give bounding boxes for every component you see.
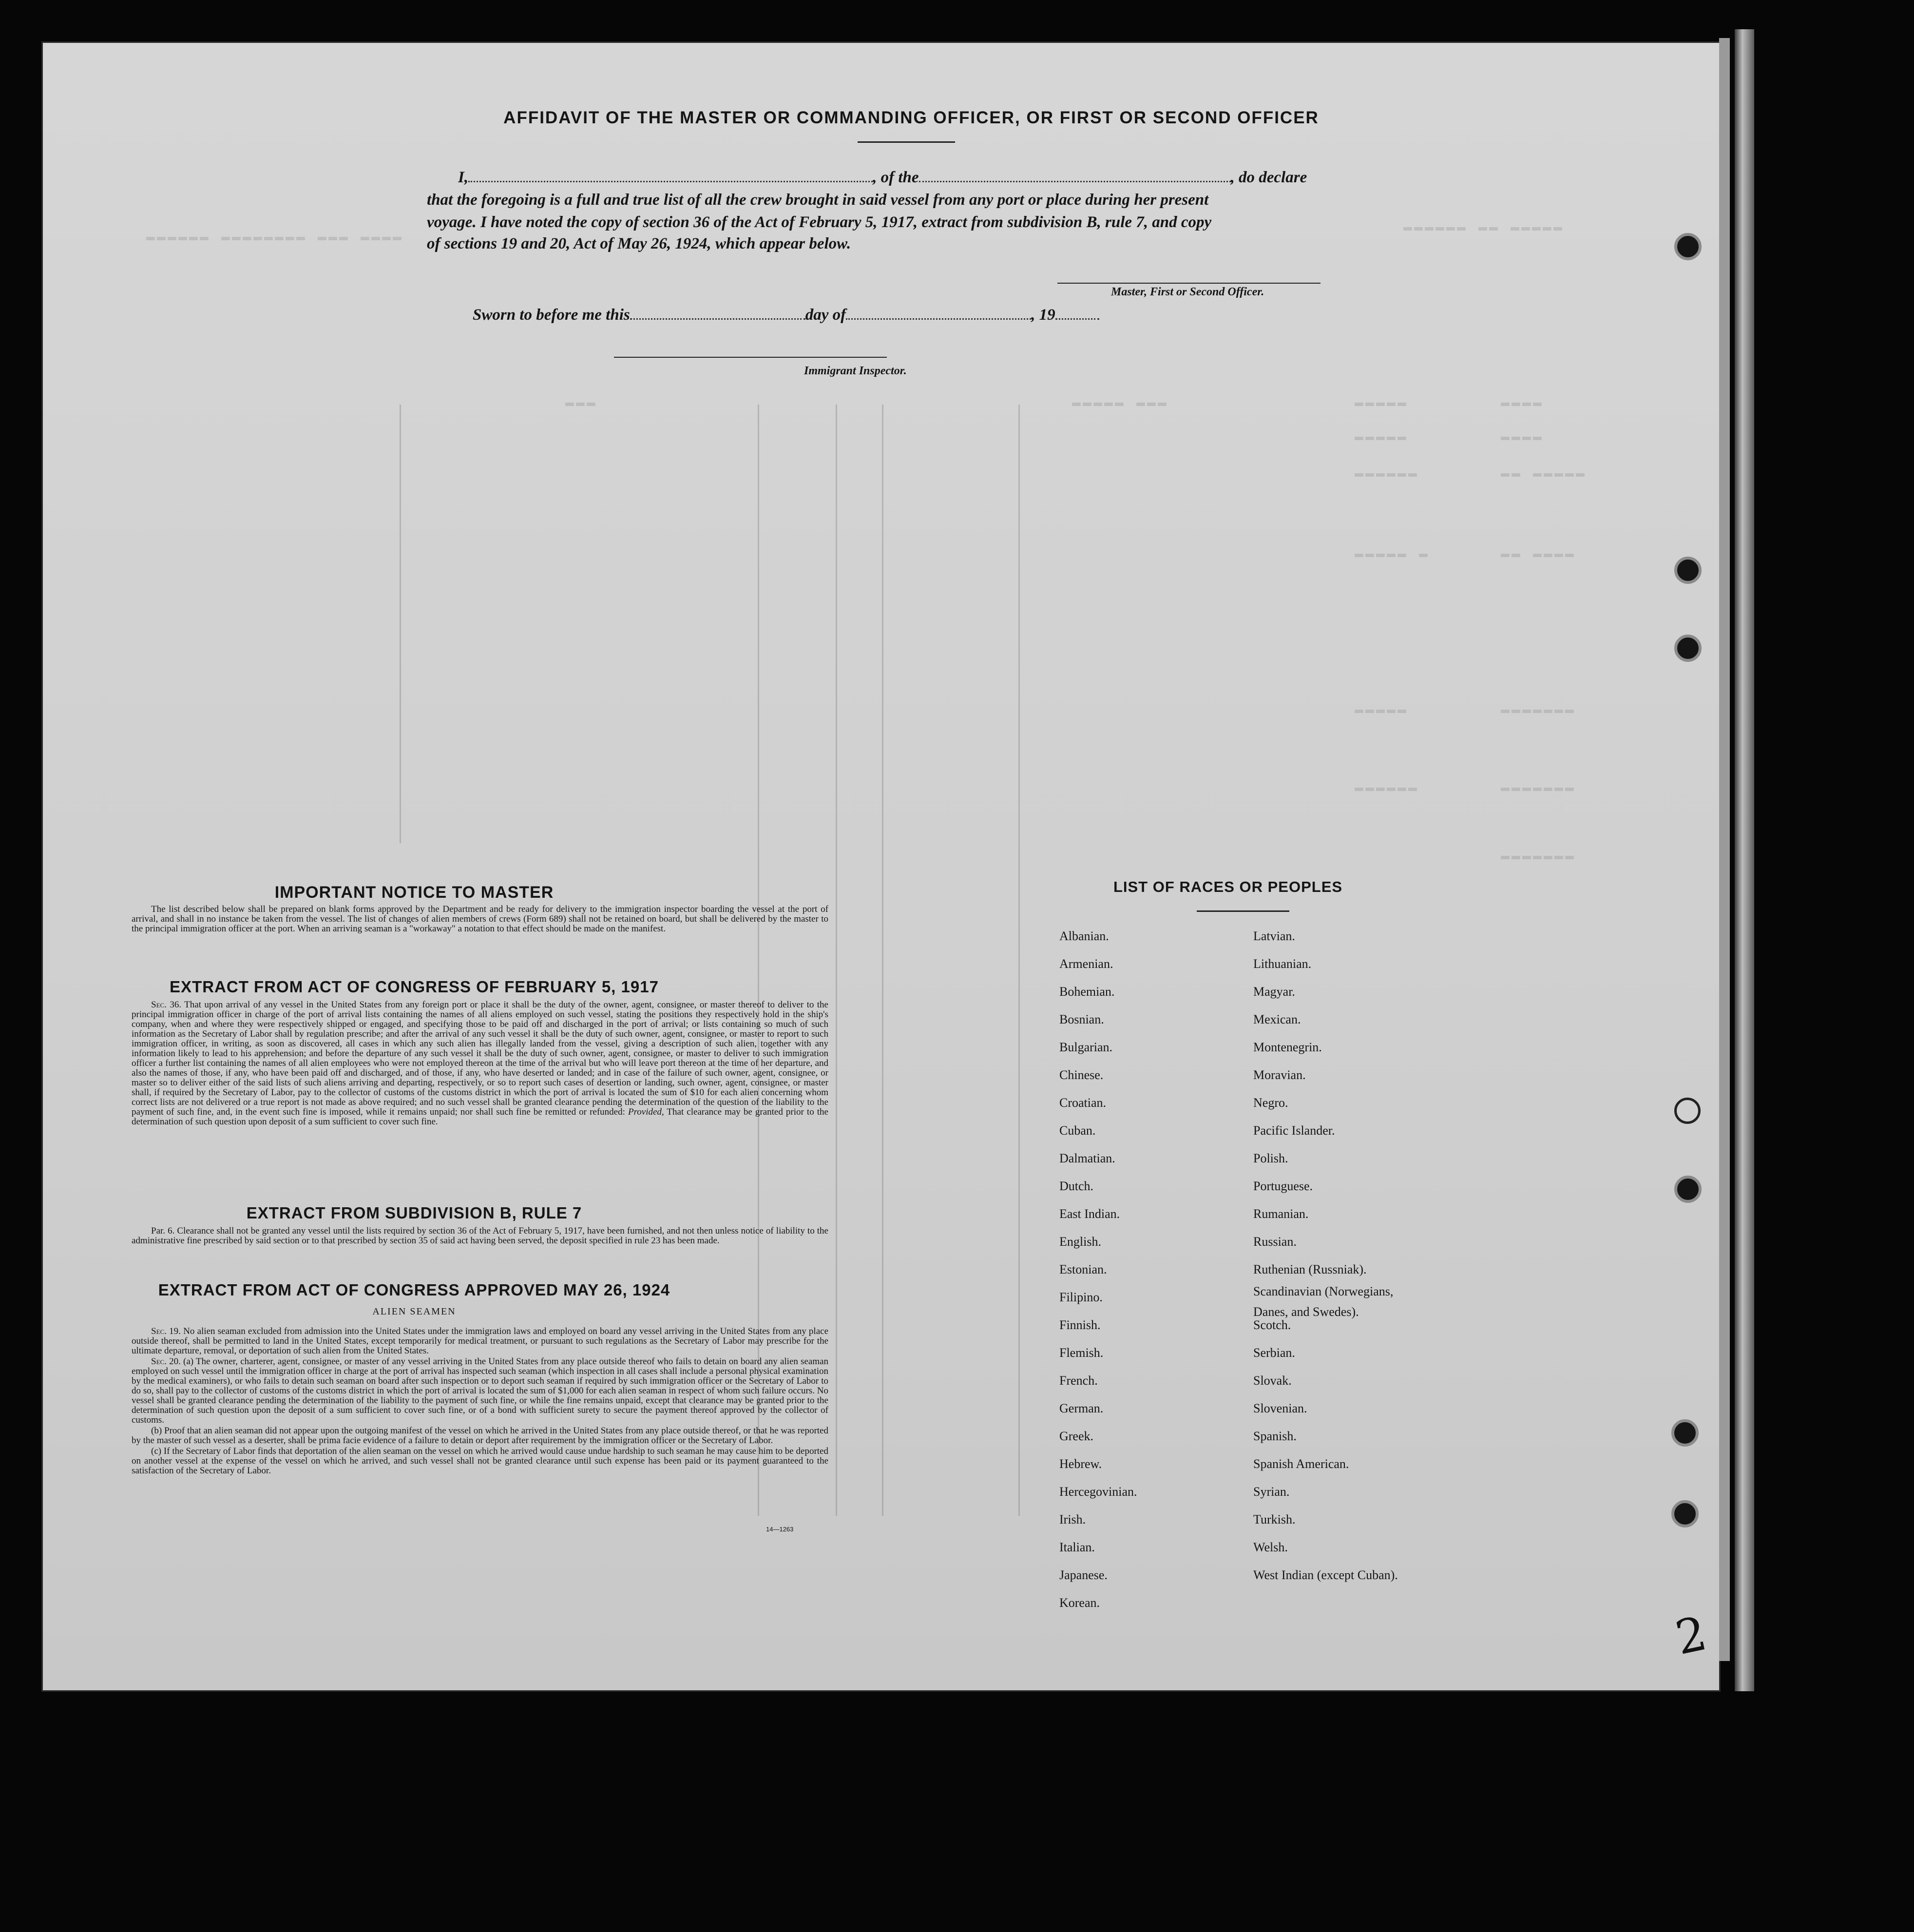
race-item: Dalmatian. xyxy=(1059,1151,1115,1165)
race-item: East Indian. xyxy=(1059,1207,1120,1221)
sec-36-label: Sec. 36. xyxy=(151,1000,182,1010)
race-item: Syrian. xyxy=(1253,1485,1290,1499)
race-item: Hercegovinian. xyxy=(1059,1485,1137,1499)
sec-20-label: Sec. 20. xyxy=(151,1356,181,1367)
proviso-text: That clearance may be granted prior to the determination of such question upon deposit of a sum sufficient to cover such fine. xyxy=(132,1107,828,1127)
race-item: Flemish. xyxy=(1059,1346,1104,1360)
race-item: Chinese. xyxy=(1059,1068,1104,1082)
race-item: Russian. xyxy=(1253,1235,1297,1249)
race-item: Scandinavian (Norwegians, xyxy=(1253,1284,1394,1298)
race-item: Serbian. xyxy=(1253,1346,1295,1360)
affidavit-i: I, xyxy=(458,169,469,186)
race-item: Montenegrin. xyxy=(1253,1040,1322,1054)
race-item: Armenian. xyxy=(1059,957,1113,971)
extract-1917-body xyxy=(132,1000,828,1128)
race-item: Slovak. xyxy=(1253,1373,1292,1388)
race-item: Moravian. xyxy=(1253,1068,1306,1082)
race-item: Bosnian. xyxy=(1059,1012,1104,1026)
sworn-line xyxy=(473,303,1099,327)
race-item: Korean. xyxy=(1059,1596,1100,1610)
race-item: Latvian. xyxy=(1253,929,1295,943)
race-item: German. xyxy=(1059,1401,1104,1415)
sec-20c-text: (c) If the Secretary of Labor finds that deportation of the alien seaman on the vessel on which he arrived would cause undue hardship to such seaman he may cause him to be deported on another vessel at the expense of the vessel on which he arrived, and such vessel shall not be granted clearance until such expense has been paid or its payment guaranteed to the satisfaction of the Secretary of Labor. xyxy=(132,1446,828,1476)
binder-hole xyxy=(1674,233,1702,260)
race-item: Polish. xyxy=(1253,1151,1288,1165)
race-item: Bohemian. xyxy=(1059,985,1115,999)
race-item: Cuban. xyxy=(1059,1123,1096,1138)
rule-7-body xyxy=(132,1226,828,1247)
race-item: Scotch. xyxy=(1253,1318,1291,1332)
race-item: Turkish. xyxy=(1253,1512,1296,1526)
extract-1924-body xyxy=(132,1327,828,1477)
binder-hole xyxy=(1674,1098,1701,1124)
binder-edge xyxy=(1735,29,1754,1691)
race-item: Slovenian. xyxy=(1253,1401,1307,1415)
race-item: Hebrew. xyxy=(1059,1457,1102,1471)
race-item: Portuguese. xyxy=(1253,1179,1313,1193)
notice-text: The list described below shall be prepared on blank forms approved by the Department and be ready for delivery to the immigration inspector boarding the vessel at the port of arrival, and shall in no instance be taken from the vessel. The list of changes of alien members of crews (Form 689) shall not be retained on board, but shall be delivered by the master to the principal immigration officer at the port. When an arriving seaman is a "workaway" a notation to that effect should be made on the manifest. xyxy=(132,904,828,934)
race-item: English. xyxy=(1059,1235,1101,1249)
binder-hole xyxy=(1671,1500,1699,1527)
binder-hole xyxy=(1674,635,1702,662)
sworn-day-of: day of xyxy=(805,306,846,324)
sec-36-text: That upon arrival of any vessel in the United States from any foreign port or place it shall be the duty of the owner, agent, consignee, or master thereof to deliver to the principal immigration officer in charge of the port of arrival lists containing the names of all aliens employed on such vessel, stating the positions they respectively hold in the ship's company, when and where they were respectively shipped or engaged, and specifying those to be paid off and discharged in the port of arrival; or lists containing so much of such information as the Secretary of Labor shall by regulation prescribe; and after the arrival of any such vessel it shall be the duty of such owner, agent, consignee, or master to report to such immigration officer, in writing, as soon as discovered, all cases in which any such alien has illegally landed from the vessel, giving a description of such alien, together with any information likely to lead to his apprehension; and before the departure of any such vessel it shall be the duty of such owner, agent, consignee, or master to deliver to such immigration officer a further list containing the names of all alien employees who were not employed thereon at the time of the arrival but who will leave port thereon at the time of her departure, and also the names of those, if any, who have been paid off and discharged, and of those, if any, who have deserted or landed; and in case of the failure of such owner, agent, consignee, or master so to deliver either of the said lists of such aliens arriving and departing, respectively, or so to report such cases of desertion or landing, such owner, agent, consignee, or master shall, if required by the Secretary of Labor, pay to the collector of customs of the customs district in which the port of arrival is located the sum of $10 for each alien concerning whom correct lists are not delivered or a true report is not made as above required; and no such vessel shall be granted clearance pending the determination of the question of the liability to the payment of such fine, and, in the event such fine is imposed, while it remains unpaid; nor shall such fine be remitted or refunded: xyxy=(132,1000,828,1117)
rule-7-text: Par. 6. Clearance shall not be granted any vessel until the lists required by section 36 of the Act of February 5, 1917, have been furnished, and not then unless notice of liability to the administrative fine prescribed by said section or to that prescribed by section 35 of said act having been served, the deposit specified in rule 23 has been made. xyxy=(132,1226,828,1246)
sec-19-text: No alien seaman excluded from admission into the United States under the immigration laws and employed on board any vessel arriving in the United States from any place outside thereof, shall be permitted to land in the United States, except temporarily for medical treatment, or pursuant to such regulations as the Secretary of Labor may prescribe for the ultimate departure, removal, or deportation of such alien from the United States. xyxy=(132,1326,829,1356)
page-edge xyxy=(1719,38,1730,1661)
notice-title: IMPORTANT NOTICE TO MASTER xyxy=(274,883,554,902)
race-item: Magyar. xyxy=(1253,985,1295,999)
binder-hole xyxy=(1671,1419,1699,1447)
title-rule xyxy=(858,141,955,143)
race-item: West Indian (except Cuban). xyxy=(1253,1568,1398,1582)
race-item: Irish. xyxy=(1059,1512,1086,1526)
race-item: Filipino. xyxy=(1059,1290,1103,1304)
affidavit-line-2: that the foregoing is a full and true list of all the crew brought in said vessel from any port or place during her present xyxy=(427,191,1209,209)
proviso-label: Provided, xyxy=(628,1107,664,1117)
race-item: Italian. xyxy=(1059,1540,1095,1554)
race-item: Dutch. xyxy=(1059,1179,1094,1193)
race-item: Finnish. xyxy=(1059,1318,1101,1332)
handwritten-mark: 2 xyxy=(1671,1605,1712,1666)
signature-caption: Master, First or Second Officer. xyxy=(1111,286,1264,298)
race-item: Lithuanian. xyxy=(1253,957,1312,971)
form-number: 14—1263 xyxy=(766,1526,794,1533)
race-item: Ruthenian (Russniak). xyxy=(1253,1262,1367,1276)
affidavit-line-4: of sections 19 and 20, Act of May 26, 1924, which appear below. xyxy=(427,235,851,252)
sec-19-label: Sec. 19. xyxy=(151,1326,181,1336)
sworn-before: Sworn to before me this xyxy=(473,306,630,324)
affidavit-line-3: voyage. I have noted the copy of section 36 of the Act of February 5, 1917, extract from subdivision B, rule 7, and copy xyxy=(427,213,1212,231)
inspector-line xyxy=(614,357,887,358)
sec-20a-text: (a) The owner, charterer, agent, consignee, or master of any vessel arriving in the United States from any place outside thereof who fails to detain on board any alien seaman employed on such vessel until the immigration officer in charge at the port of arrival has inspected such seaman (which inspection in all cases shall include a personal physical examination by the medical examiners), or who fails to detain such seaman on board after such inspection or to deport such seaman if required by such immigration officer or the Secretary of Labor to do so, shall pay to the collector of customs of the customs district in which the port of arrival is located the sum of $1,000 for each alien seaman in respect of whom such failure occurs. No vessel shall be granted clearance pending the determination of the liability to the payment of such fine, or while the fine remains unpaid, except that clearance may be granted prior to the determination of such question upon the deposit of a sum sufficient to cover such fine, or of a bond with sufficient surety to secure the payment thereof approved by the collector of customs. xyxy=(132,1356,829,1425)
alien-seamen-subtitle: ALIEN SEAMEN xyxy=(372,1306,456,1317)
sec-20b-text: (b) Proof that an alien seaman did not appear upon the outgoing manifest of the vessel on which he arrived in the United States from any place outside thereof, or that he was reported by the master of such vessel as a deserter, shall be prima facie evidence of a failure to detain or deport after requirement by the immigration officer or the Secretary of Labor. xyxy=(132,1426,828,1446)
race-item: Spanish. xyxy=(1253,1429,1297,1443)
signature-line xyxy=(1057,283,1321,284)
race-item: Negro. xyxy=(1253,1096,1288,1110)
race-item: Croatian. xyxy=(1059,1096,1107,1110)
affidavit-do-declare: , do declare xyxy=(1230,169,1307,186)
extract-1924-title: EXTRACT FROM ACT OF CONGRESS APPROVED MAY 26, 1924 xyxy=(158,1281,670,1299)
race-item: Greek. xyxy=(1059,1429,1094,1443)
races-title: LIST OF RACES OR PEOPLES xyxy=(1113,878,1343,895)
rule-7-title: EXTRACT FROM SUBDIVISION B, RULE 7 xyxy=(246,1204,582,1222)
race-item: Danes, and Swedes). xyxy=(1253,1305,1359,1319)
sworn-year: , 19 xyxy=(1031,306,1055,324)
race-item: Mexican. xyxy=(1253,1012,1301,1026)
race-item: Rumanian. xyxy=(1253,1207,1309,1221)
binder-hole xyxy=(1674,1176,1702,1203)
race-item: Albanian. xyxy=(1059,929,1109,943)
race-item: Estonian. xyxy=(1059,1262,1107,1276)
affidavit-line-1 xyxy=(458,166,1307,189)
race-item: Bulgarian. xyxy=(1059,1040,1113,1054)
extract-1917-title: EXTRACT FROM ACT OF CONGRESS OF FEBRUARY 5, 1917 xyxy=(170,978,659,996)
race-item: Welsh. xyxy=(1253,1540,1288,1554)
notice-body xyxy=(132,905,828,935)
race-item: Spanish American. xyxy=(1253,1457,1349,1471)
affidavit-of-the: , of the xyxy=(873,169,919,186)
race-item: Japanese. xyxy=(1059,1568,1108,1582)
inspector-caption: Immigrant Inspector. xyxy=(804,365,907,377)
binder-hole xyxy=(1674,557,1702,584)
affidavit-title: AFFIDAVIT OF THE MASTER OR COMMANDING OFFICER, OR FIRST OR SECOND OFFICER xyxy=(503,108,1319,127)
races-title-rule xyxy=(1197,910,1289,912)
race-item: French. xyxy=(1059,1373,1098,1388)
race-item: Pacific Islander. xyxy=(1253,1123,1335,1138)
